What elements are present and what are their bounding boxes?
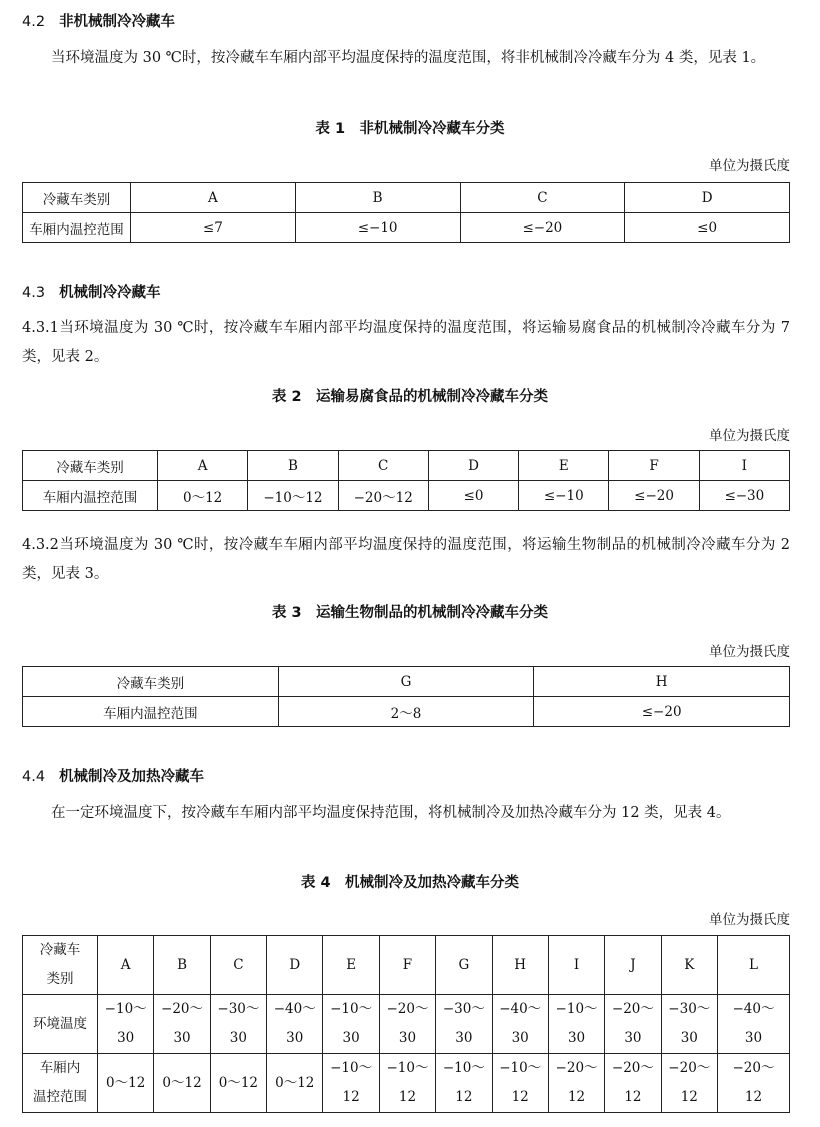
table-cell: 冷藏车类别 [23, 451, 158, 481]
table-cell [379, 995, 435, 1054]
table-cell: 车厢内温控范围 [23, 697, 279, 727]
cell-line: 30 [624, 1030, 642, 1046]
table-cell [98, 995, 154, 1054]
section-number: 4.4 [22, 769, 46, 785]
table-cell: C [460, 183, 625, 213]
table-1 [22, 182, 790, 243]
table-cell: ≤−20 [460, 213, 625, 243]
table-cell [548, 1054, 604, 1113]
table-row [23, 995, 790, 1054]
table-cell [436, 995, 492, 1054]
cell-line: 30 [342, 1030, 360, 1046]
table-4 [22, 935, 790, 1113]
table-cell: 0～12 [158, 481, 248, 511]
table-cell: 0～12 [210, 1054, 266, 1113]
paragraph-4-3-1 [22, 314, 790, 372]
cell-line: 12 [744, 1089, 763, 1105]
section-heading-4-3 [22, 281, 161, 302]
cell-line: −30～ [217, 1001, 260, 1017]
cell-line: −20～ [555, 1060, 598, 1076]
table-cell: 环境温度 [23, 995, 98, 1054]
table-cell: ≤−20 [609, 481, 699, 511]
cell-line: 12 [680, 1089, 698, 1105]
table-cell [323, 995, 379, 1054]
table-cell [605, 995, 661, 1054]
table-cell: F [609, 451, 699, 481]
cell-line: −20～ [732, 1060, 775, 1076]
table-cell [661, 1054, 717, 1113]
table-cell: 2～8 [278, 697, 534, 727]
table-cell: ≤0 [625, 213, 790, 243]
section-number: 4.3.1 [22, 320, 59, 336]
table-cell [718, 1054, 790, 1113]
table-row [23, 697, 790, 727]
table-row [23, 451, 790, 481]
table-cell [492, 995, 548, 1054]
table-cell [323, 1054, 379, 1113]
section-title: 机械制冷及加热冷藏车 [59, 769, 205, 785]
cell-line: −10～ [104, 1001, 147, 1017]
paragraph-text: 当环境温度为 30 ℃时，按冷藏车车厢内部平均温度保持的温度范围，将运输生物制品的机械制冷冷藏车分为 2 类，见表 3。 [22, 537, 790, 582]
table-cell: B [154, 936, 210, 995]
cell-line: 温控范围 [33, 1089, 87, 1105]
cell-line: −10～ [442, 1060, 485, 1076]
table-cell: E [519, 451, 609, 481]
table-cell: ≤−20 [534, 697, 790, 727]
table-cell: G [278, 667, 534, 697]
cell-line: 30 [117, 1030, 135, 1046]
paragraph-4-2: 当环境温度为 30 ℃时，按冷藏车车厢内部平均温度保持的温度范围，将非机械制冷冷藏车分为 4 类，见表 1。 [51, 50, 766, 66]
section-number: 4.3.2 [22, 537, 59, 553]
table-cell [492, 1054, 548, 1113]
cell-line: 30 [286, 1030, 304, 1046]
table-cell: A [98, 936, 154, 995]
table-cell [661, 995, 717, 1054]
cell-line: 30 [744, 1030, 763, 1046]
table-cell: F [379, 936, 435, 995]
table-cell: A [158, 451, 248, 481]
table-row [23, 481, 790, 511]
table-cell [548, 995, 604, 1054]
cell-line: 类别 [46, 971, 74, 987]
table-cell: ≤−30 [699, 481, 789, 511]
table-cell: G [436, 936, 492, 995]
cell-line: 30 [229, 1030, 247, 1046]
paragraph-text: 当环境温度为 30 ℃时，按冷藏车车厢内部平均温度保持的温度范围，将运输易腐食品的机械制冷冷藏车分为 7 类，见表 2。 [22, 320, 790, 365]
cell-line: −20～ [386, 1001, 429, 1017]
table-cell: 0～12 [154, 1054, 210, 1113]
table-cell: D [267, 936, 323, 995]
cell-line: −10～ [555, 1001, 598, 1017]
table-cell: 车厢内温控范围 [23, 481, 158, 511]
cell-line: −20～ [611, 1001, 654, 1017]
cell-line: 12 [455, 1089, 473, 1105]
cell-line: −10～ [330, 1001, 373, 1017]
table-cell: B [248, 451, 338, 481]
table-cell: 车厢内温控范围 [23, 213, 131, 243]
cell-line: −40～ [273, 1001, 316, 1017]
cell-line: −20～ [611, 1060, 654, 1076]
cell-line: −10～ [499, 1060, 542, 1076]
cell-line: 冷藏车 [39, 942, 81, 958]
table-4-unit: 单位为摄氏度 [709, 912, 790, 928]
table-cell: ≤−10 [519, 481, 609, 511]
section-heading-4-2 [22, 10, 175, 31]
table-row [23, 1054, 790, 1113]
table-cell: K [661, 936, 717, 995]
table-cell: H [534, 667, 790, 697]
cell-line: 12 [342, 1089, 360, 1105]
table-cell [210, 995, 266, 1054]
table-cell: ≤7 [131, 213, 296, 243]
section-title: 机械制冷冷藏车 [59, 285, 161, 301]
table-1-caption: 表 1 非机械制冷冷藏车分类 [315, 121, 505, 137]
table-cell: H [492, 936, 548, 995]
table-3 [22, 666, 790, 727]
table-3-caption: 表 3 运输生物制品的机械制冷冷藏车分类 [271, 605, 549, 621]
table-cell: L [718, 936, 790, 995]
cell-line: −40～ [732, 1001, 775, 1017]
table-row [23, 183, 790, 213]
table-cell: A [131, 183, 296, 213]
paragraph-4-4: 在一定环境温度下，按冷藏车车厢内部平均温度保持范围，将机械制冷及加热冷藏车分为 12 类，见表 4。 [51, 805, 731, 821]
table-cell: J [605, 936, 661, 995]
table-cell [436, 1054, 492, 1113]
cell-line: −30～ [668, 1001, 711, 1017]
table-cell: D [428, 451, 518, 481]
section-title: 非机械制冷冷藏车 [59, 14, 176, 30]
table-cell [605, 1054, 661, 1113]
table-cell: I [699, 451, 789, 481]
cell-line: 车厢内 [39, 1060, 81, 1076]
table-row [23, 667, 790, 697]
table-2-unit: 单位为摄氏度 [709, 428, 790, 444]
cell-line: −30～ [442, 1001, 485, 1017]
section-number: 4.2 [22, 14, 46, 30]
cell-line: 12 [624, 1089, 642, 1105]
table-cell [154, 995, 210, 1054]
table-cell: B [295, 183, 460, 213]
cell-line: 30 [511, 1030, 529, 1046]
cell-line: 30 [398, 1030, 417, 1046]
table-4-caption: 表 4 机械制冷及加热冷藏车分类 [300, 875, 520, 891]
paragraph-4-3-2 [22, 531, 790, 589]
table-cell: D [625, 183, 790, 213]
table-cell: −10～12 [248, 481, 338, 511]
cell-line: −20～ [161, 1001, 204, 1017]
cell-line: 12 [511, 1089, 529, 1105]
cell-line: 12 [567, 1089, 586, 1105]
table-cell [23, 1054, 98, 1113]
table-row [23, 936, 790, 995]
table-cell: 0～12 [267, 1054, 323, 1113]
table-2 [22, 450, 790, 511]
cell-line: 30 [680, 1030, 698, 1046]
table-2-caption: 表 2 运输易腐食品的机械制冷冷藏车分类 [271, 389, 549, 405]
cell-line: 30 [173, 1030, 191, 1046]
section-heading-4-4 [22, 765, 204, 786]
table-cell: ≤0 [428, 481, 518, 511]
table-1-unit: 单位为摄氏度 [709, 158, 790, 174]
table-cell: −20～12 [338, 481, 428, 511]
cell-line: 12 [398, 1089, 417, 1105]
table-cell: 0～12 [98, 1054, 154, 1113]
cell-line: −10～ [330, 1060, 373, 1076]
table-cell: C [210, 936, 266, 995]
section-number: 4.3 [22, 285, 46, 301]
table-cell: C [338, 451, 428, 481]
cell-line: 30 [567, 1030, 586, 1046]
table-cell [23, 936, 98, 995]
table-cell: E [323, 936, 379, 995]
cell-line: 30 [455, 1030, 473, 1046]
cell-line: −40～ [499, 1001, 542, 1017]
table-cell [718, 995, 790, 1054]
table-cell: I [548, 936, 604, 995]
cell-line: −20～ [668, 1060, 711, 1076]
table-cell: 冷藏车类别 [23, 667, 279, 697]
table-cell: ≤−10 [295, 213, 460, 243]
table-cell [267, 995, 323, 1054]
cell-line: −10～ [386, 1060, 429, 1076]
table-3-unit: 单位为摄氏度 [709, 644, 790, 660]
table-cell [379, 1054, 435, 1113]
table-cell: 冷藏车类别 [23, 183, 131, 213]
table-row [23, 213, 790, 243]
